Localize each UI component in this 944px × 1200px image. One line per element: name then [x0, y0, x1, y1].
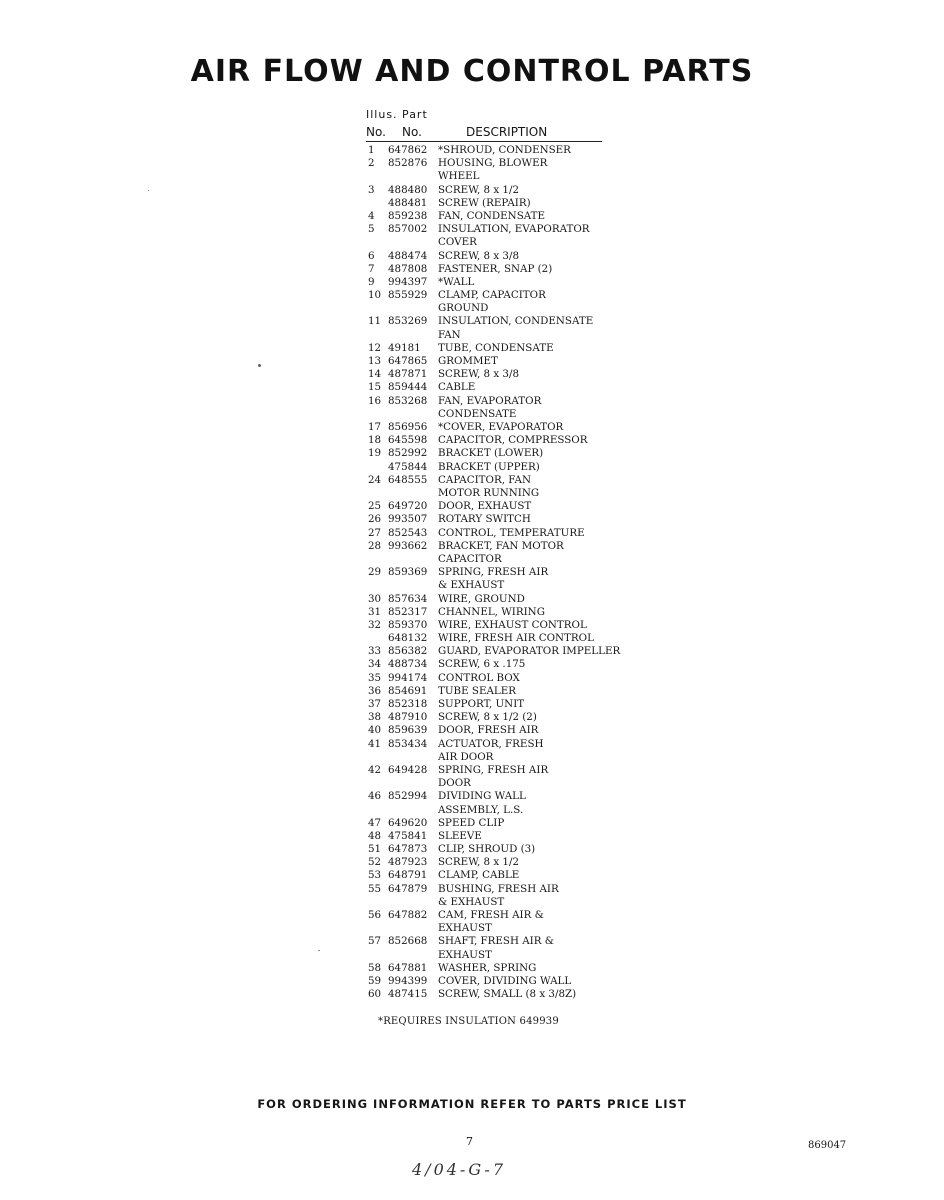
part-description: SCREW, 8 x 3/8: [438, 368, 520, 381]
illus-number: 55: [368, 882, 382, 895]
part-description: SPRING, FRESH AIR & EXHAUST: [438, 566, 549, 592]
part-description: SCREW, 8 x 1/2: [438, 183, 520, 196]
illus-number: 47: [368, 816, 382, 829]
part-description: *SHROUD, CONDENSER: [438, 144, 571, 156]
part-number: 647865: [388, 355, 428, 368]
parts-row: [368, 289, 638, 315]
insulation-footnote: *REQUIRES INSULATION 649939: [378, 1016, 559, 1027]
parts-row: [368, 355, 638, 368]
part-number: 852876: [388, 157, 428, 170]
part-description: WIRE, FRESH AIR CONTROL: [438, 632, 594, 645]
part-number: 647882: [388, 909, 428, 922]
illus-number: 33: [368, 645, 382, 658]
illus-number: 14: [368, 368, 382, 381]
part-number: 859238: [388, 209, 428, 222]
parts-row: [368, 566, 638, 592]
part-number: 475844: [388, 460, 428, 473]
parts-row: [368, 764, 638, 790]
parts-row: [368, 184, 638, 197]
part-description: CAM, FRESH AIR & EXHAUST: [438, 909, 544, 935]
illus-number: 41: [368, 737, 382, 750]
illus-number: 25: [368, 500, 382, 513]
part-number: 488734: [388, 658, 428, 671]
parts-row: [368, 935, 638, 961]
illus-number: 3: [368, 183, 375, 196]
illus-number: 38: [368, 711, 382, 724]
part-description: DIVIDING WALL ASSEMBLY, L.S.: [438, 790, 526, 816]
part-number: 487910: [388, 711, 428, 724]
part-description: *WALL: [438, 275, 475, 288]
parts-row: [368, 197, 638, 210]
column-header-description: DESCRIPTION: [466, 125, 548, 139]
part-number: 648791: [388, 869, 428, 882]
parts-list: [368, 144, 638, 1001]
part-number: 852317: [388, 605, 428, 618]
illus-number: 17: [368, 421, 382, 434]
part-description: FASTENER, SNAP (2): [438, 262, 553, 275]
part-description: INSULATION, CONDENSATE FAN: [438, 315, 594, 341]
part-description: SUPPORT, UNIT: [438, 698, 525, 710]
illus-number: 40: [368, 724, 382, 737]
part-description: CHANNEL, WIRING: [438, 605, 545, 618]
illus-number: 6: [368, 249, 375, 262]
page-number: 7: [466, 1135, 473, 1148]
illus-number: 13: [368, 355, 382, 368]
illus-number: 30: [368, 592, 382, 605]
parts-row: [368, 856, 638, 869]
illus-number: 52: [368, 856, 382, 869]
header-rule: [366, 141, 602, 142]
document-number: 869047: [808, 1140, 847, 1151]
part-number: 852668: [388, 935, 428, 948]
illus-number: 5: [368, 223, 375, 236]
parts-row: [368, 685, 638, 698]
parts-row: [368, 830, 638, 843]
part-description: CAPACITOR, FAN MOTOR RUNNING: [438, 473, 540, 499]
parts-row: [368, 276, 638, 289]
part-description: SLEEVE: [438, 829, 482, 842]
parts-row: [368, 869, 638, 882]
illus-number: 31: [368, 605, 382, 618]
part-number: 852994: [388, 790, 428, 803]
part-number: 854691: [388, 684, 428, 697]
parts-row: [368, 672, 638, 685]
illus-number: 53: [368, 869, 382, 882]
illus-number: 19: [368, 447, 382, 460]
part-description: ACTUATOR, FRESH AIR DOOR: [438, 737, 544, 763]
parts-row: [368, 342, 638, 355]
parts-row: [368, 988, 638, 1001]
part-number: 488474: [388, 249, 428, 262]
illus-number: 2: [368, 157, 375, 170]
parts-row: [368, 381, 638, 394]
part-description: SPEED CLIP: [438, 816, 505, 829]
part-number: 852318: [388, 698, 428, 710]
part-number: 994174: [388, 671, 428, 684]
parts-row: [368, 909, 638, 935]
part-description: ROTARY SWITCH: [438, 513, 531, 526]
parts-row: [368, 711, 638, 724]
column-header-part-no: No.: [402, 125, 422, 139]
part-number: 49181: [388, 341, 421, 354]
part-description: CAPACITOR, COMPRESSOR: [438, 434, 588, 447]
part-number: 488481: [388, 196, 428, 209]
parts-row: [368, 368, 638, 381]
part-description: GUARD, EVAPORATOR IMPELLER: [438, 645, 621, 658]
parts-row: [368, 157, 638, 183]
part-number: 649620: [388, 816, 428, 829]
part-description: CONTROL BOX: [438, 671, 520, 684]
part-description: CLAMP, CABLE: [438, 869, 520, 882]
part-description: TUBE SEALER: [438, 684, 517, 697]
illus-number: 24: [368, 473, 382, 486]
part-number: 994399: [388, 975, 428, 988]
illus-number: 56: [368, 909, 382, 922]
illus-number: 34: [368, 658, 382, 671]
part-description: INSULATION, EVAPORATOR COVER: [438, 223, 590, 249]
part-number: 647881: [388, 961, 428, 974]
part-number: 856956: [388, 421, 428, 434]
illus-number: 9: [368, 275, 375, 288]
illus-number: 16: [368, 394, 382, 407]
part-number: 853434: [388, 737, 428, 750]
part-number: 853269: [388, 315, 428, 328]
parts-row: [368, 658, 638, 671]
parts-row: [368, 698, 638, 711]
part-number: 487415: [388, 988, 428, 1001]
part-description: WASHER, SPRING: [438, 961, 537, 974]
part-description: SPRING, FRESH AIR DOOR: [438, 763, 549, 790]
illus-number: 57: [368, 935, 382, 948]
parts-row: [368, 144, 638, 157]
parts-row: [368, 883, 638, 909]
part-description: TUBE, CONDENSATE: [438, 341, 554, 354]
parts-row: [368, 434, 638, 447]
parts-row: [368, 223, 638, 249]
page-title: AIR FLOW AND CONTROL PARTS: [190, 54, 754, 89]
parts-row: [368, 461, 638, 474]
part-number: 649720: [388, 500, 428, 513]
illus-number: 37: [368, 698, 382, 710]
part-number: 857634: [388, 592, 428, 605]
part-description: BUSHING, FRESH AIR & EXHAUST: [438, 882, 559, 908]
part-number: 859369: [388, 566, 428, 579]
parts-row: [368, 395, 638, 421]
part-description: SHAFT, FRESH AIR & EXHAUST: [438, 935, 554, 961]
illus-number: 26: [368, 513, 382, 526]
illus-number: 32: [368, 618, 382, 631]
parts-row: [368, 975, 638, 988]
illus-number: 59: [368, 975, 382, 988]
part-number: 993507: [388, 513, 428, 526]
part-description: SCREW (REPAIR): [438, 196, 531, 209]
parts-row: [368, 632, 638, 645]
part-number: 857002: [388, 223, 428, 236]
illus-number: 36: [368, 684, 382, 697]
illus-number: 11: [368, 315, 382, 328]
parts-row: [368, 513, 638, 526]
part-description: BRACKET (LOWER): [438, 447, 544, 460]
parts-row: [368, 527, 638, 540]
parts-row: [368, 474, 638, 500]
parts-row: [368, 263, 638, 276]
part-description: WIRE, GROUND: [438, 592, 525, 605]
part-number: 648132: [388, 632, 428, 645]
part-description: DOOR, FRESH AIR: [438, 724, 539, 737]
part-number: 487808: [388, 262, 428, 275]
part-number: 647873: [388, 843, 428, 856]
part-description: BRACKET (UPPER): [438, 460, 540, 473]
part-number: 859444: [388, 381, 428, 394]
part-description: HOUSING, BLOWER WHEEL: [438, 157, 548, 183]
illus-number: 46: [368, 790, 382, 803]
part-number: 993662: [388, 539, 428, 552]
parts-row: [368, 500, 638, 513]
parts-row: [368, 619, 638, 632]
part-number: 649428: [388, 763, 428, 776]
part-description: CABLE: [438, 381, 476, 394]
illus-number: 29: [368, 566, 382, 579]
part-number: 645598: [388, 434, 428, 447]
illus-number: 1: [368, 144, 375, 156]
illus-number: 48: [368, 829, 382, 842]
parts-row: [368, 817, 638, 830]
part-description: COVER, DIVIDING WALL: [438, 975, 572, 988]
part-number: 994397: [388, 275, 428, 288]
parts-row: [368, 724, 638, 737]
illus-number: 12: [368, 341, 382, 354]
part-description: CLIP, SHROUD (3): [438, 843, 536, 856]
parts-row: [368, 447, 638, 460]
part-description: CONTROL, TEMPERATURE: [438, 526, 585, 539]
part-number: 487923: [388, 856, 428, 869]
illus-number: 4: [368, 209, 375, 222]
part-number: 487871: [388, 368, 428, 381]
illus-number: 7: [368, 262, 375, 275]
part-number: 852543: [388, 526, 428, 539]
ordering-note: FOR ORDERING INFORMATION REFER TO PARTS PRICE LIST: [257, 1097, 687, 1111]
part-number: 647879: [388, 882, 428, 895]
parts-row: [368, 738, 638, 764]
column-header-illus-no: No.: [366, 125, 386, 139]
part-description: SCREW, SMALL (8 x 3/8Z): [438, 988, 577, 1001]
illus-number: 58: [368, 961, 382, 974]
parts-row: [368, 540, 638, 566]
part-number: 475841: [388, 829, 428, 842]
part-description: WIRE, EXHAUST CONTROL: [438, 618, 587, 631]
parts-row: [368, 421, 638, 434]
part-description: BRACKET, FAN MOTOR CAPACITOR: [438, 539, 564, 565]
part-description: DOOR, EXHAUST: [438, 500, 532, 513]
handwritten-note: 4/04-G-7: [412, 1160, 506, 1179]
illus-number: 60: [368, 988, 382, 1001]
parts-row: [368, 645, 638, 658]
illus-number: 51: [368, 843, 382, 856]
part-number: 856382: [388, 645, 428, 658]
illus-number: 18: [368, 434, 382, 447]
illus-number: 42: [368, 763, 382, 776]
part-description: GROMMET: [438, 355, 498, 368]
part-description: *COVER, EVAPORATOR: [438, 421, 564, 434]
parts-row: [368, 962, 638, 975]
column-header-row: [366, 125, 602, 141]
part-description: SCREW, 8 x 3/8: [438, 249, 520, 262]
part-description: FAN, CONDENSATE: [438, 209, 546, 222]
parts-row: [368, 843, 638, 856]
part-number: 859639: [388, 724, 428, 737]
part-number: 647862: [388, 144, 428, 156]
part-description: FAN, EVAPORATOR CONDENSATE: [438, 394, 542, 420]
illus-number: 27: [368, 526, 382, 539]
scan-speck: [258, 364, 261, 367]
part-description: SCREW, 8 x 1/2 (2): [438, 711, 537, 724]
parts-row: [368, 790, 638, 816]
parts-row: [368, 315, 638, 341]
parts-row: [368, 250, 638, 263]
part-description: SCREW, 6 x .175: [438, 658, 526, 671]
scan-speck: [148, 190, 149, 191]
part-number: 648555: [388, 473, 428, 486]
part-number: 488480: [388, 183, 428, 196]
parts-row: [368, 593, 638, 606]
column-header-illus-part: Illus. Part: [366, 108, 428, 121]
illus-number: 35: [368, 671, 382, 684]
illus-number: 15: [368, 381, 382, 394]
parts-row: [368, 210, 638, 223]
part-number: 855929: [388, 289, 428, 302]
part-description: SCREW, 8 x 1/2: [438, 856, 520, 869]
parts-row: [368, 606, 638, 619]
illus-number: 28: [368, 539, 382, 552]
part-description: CLAMP, CAPACITOR GROUND: [438, 289, 546, 315]
illus-number: 10: [368, 289, 382, 302]
scan-speck: [318, 950, 320, 951]
part-number: 852992: [388, 447, 428, 460]
part-number: 859370: [388, 618, 428, 631]
part-number: 853268: [388, 394, 428, 407]
